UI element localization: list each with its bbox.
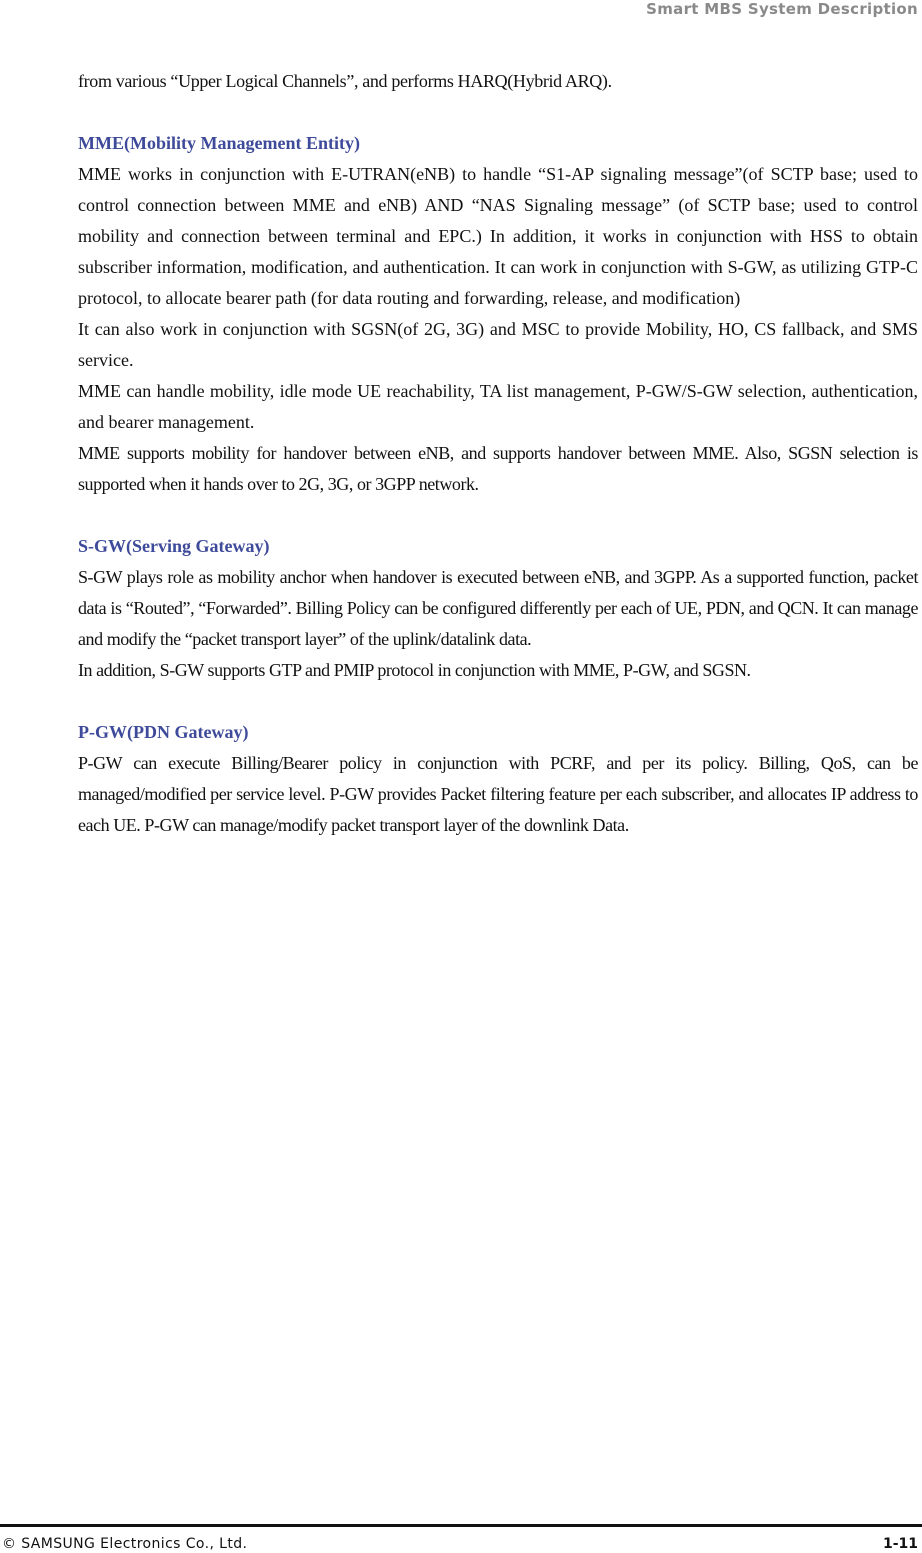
mme-paragraph: MME can handle mobility, idle mode UE reachability, TA list management, P-GW/S-GW selection, authentication, and bearer management. <box>78 381 918 432</box>
pgw-section-heading: P-GW(PDN Gateway) <box>78 722 249 742</box>
sgw-section-heading: S-GW(Serving Gateway) <box>78 536 270 556</box>
sgw-paragraph: S-GW plays role as mobility anchor when handover is executed between eNB, and 3GPP. As a supported function, packet data is “Routed”, “Forwarded”. Billing Policy can be configured differently per each of UE, PDN, and QCN. It can manage and modify the “packet transport layer” of the uplink/datalink data. <box>78 567 918 649</box>
section-gap <box>78 686 918 717</box>
mme-section-heading: MME(Mobility Management Entity) <box>78 133 360 153</box>
footer-copyright: © SAMSUNG Electronics Co., Ltd. <box>2 1536 248 1552</box>
sgw-paragraph: In addition, S-GW supports GTP and PMIP protocol in conjunction with MME, P-GW, and SGSN. <box>78 660 751 680</box>
page-number: 1-11 <box>882 1536 918 1552</box>
running-header-title: Smart MBS System Description <box>646 0 918 18</box>
mme-paragraph: MME works in conjunction with E-UTRAN(eNB) to handle “S1-AP signaling message”(of SCTP base; used to control connection between MME and eNB) AND “NAS Signaling message” (of SCTP base; used to control mobility and connection between terminal and EPC.) In addition, it works in conjunction with HSS to obtain subscriber information, modification, and authentication. It can work in conjunction with S-GW, as utilizing GTP-C protocol, to allocate bearer path (for data routing and forwarding, release, and modification) <box>78 164 918 308</box>
section-gap <box>78 500 918 531</box>
mme-paragraph: MME supports mobility for handover between eNB, and supports handover between MME. Also, SGSN selection is supported when it hands over to 2G, 3G, or 3GPP network. <box>78 443 918 494</box>
mme-paragraph: It can also work in conjunction with SGSN(of 2G, 3G) and MSC to provide Mobility, HO, CS fallback, and SMS service. <box>78 319 918 370</box>
section-gap <box>78 97 918 128</box>
footer-divider <box>0 1524 922 1527</box>
intro-continuation-paragraph: from various “Upper Logical Channels”, and performs HARQ(Hybrid ARQ). <box>78 71 612 91</box>
pgw-paragraph: P-GW can execute Billing/Bearer policy in conjunction with PCRF, and per its policy. Billing, QoS, can be managed/modified per service level. P-GW provides Packet filtering feature per each subscriber, and allocates IP address to each UE. P-GW can manage/modify packet transport layer of the downlink Data. <box>78 753 918 835</box>
document-body <box>78 66 918 841</box>
